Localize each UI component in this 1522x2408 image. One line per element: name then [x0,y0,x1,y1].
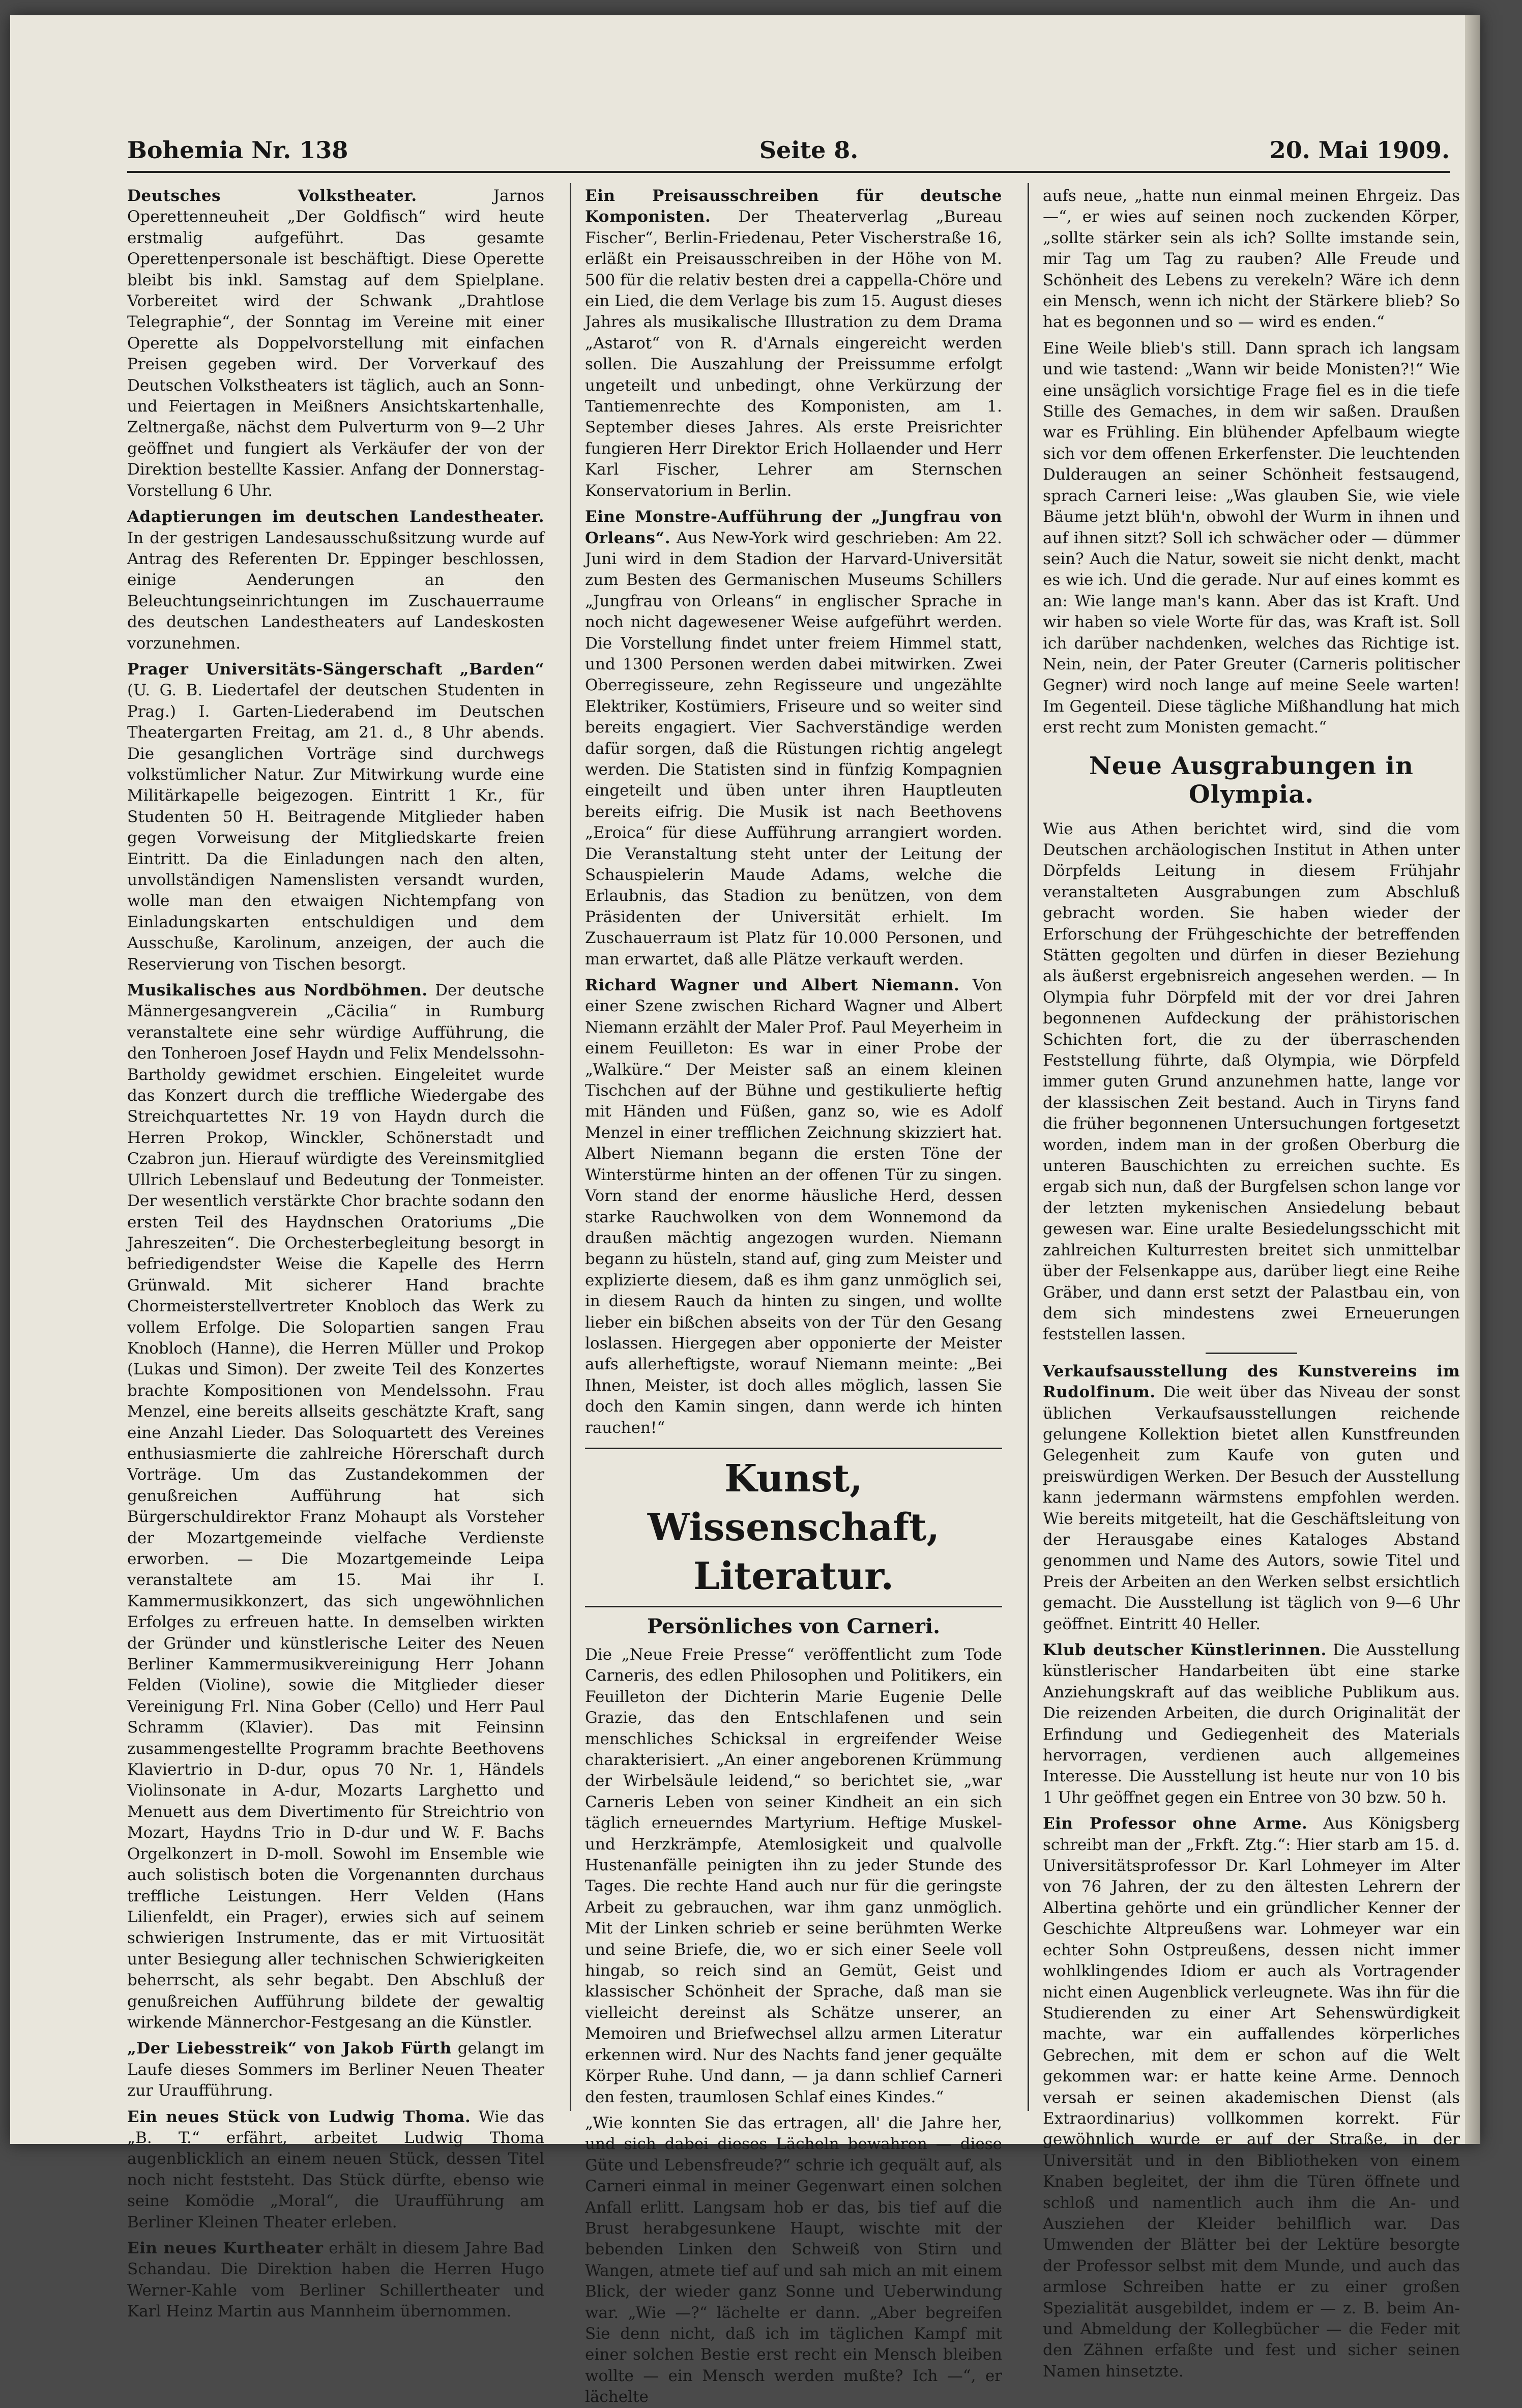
column-rule [1028,183,1029,2111]
article-text: Jarnos Operettenneuheit „Der Goldfisch“ wird heute erstmalig aufgeführt. Das gesamte Operettenpersonale ist beschäftigt. Diese Operette bleibt bis inkl. Samstag auf dem Spielplane. Vorbereitet wird der Schwank „Drahtlose Telegraphie“, der Sonntag im Vereine mit einer Operette als Doppelvorstellung mit einfachen Preisen gegeben wird. Der Vorverkauf des Deutschen Volkstheaters ist täglich, auch an Sonn- und Feiertagen in Meißners Ansichtskartenhalle, Zeltnergaße, nächst dem Pulverturm von 9—2 Uhr geöffnet und fungiert als Verkäufer der von der Direktion bestellte Kassier. Anfang der Donnerstag-Vorstellung 6 Uhr. [127,187,544,500]
article-title: Ein Professor ohne Arme. [1043,1814,1308,1833]
page-header [127,117,1450,173]
carneri-paragraph: Die „Neue Freie Presse“ veröffentlicht zum Tode Carneris, des edlen Philosophen und Politikers, ein Feuilleton der Dichterin Marie Eugenie Delle Grazie, das den Entschlafenen und sein menschliches Schicksal in ergreifender Weise charakterisiert. „An einer angeborenen Krümmung der Wirbelsäule leidend,“ so berichtet sie, „war Carneris Leben von seiner Kindheit an ein sich täglich erneuerndes Martyrium. Heftige Muskel- und Herzkrämpfe, Atemlosigkeit und qualvolle Hustenanfälle peinigten ihn zu jeder Stunde des Tages. Die rechte Hand auch nur für die geringste Arbeit zu gebrauchen, war ihm ganz unmöglich. Mit der Linken schrieb er seine berühmten Werke und seine Briefe, die, wo er sich einer Seele voll hingab, so reich sind an Gemüt, Geist und klassischer Schönheit der Sprache, daß man sie vielleicht dereinst als Schätze unserer, an Memoiren und Briefwechsel allzu armen Literatur erkennen wird. Nur des Nachts fand jener gequälte Körper Ruhe. Und dann, — ja dann schlief Carneri den festen, traumlosen Schlaf eines Kindes.“ [585,1645,1002,2106]
carneri-title: Persönliches von Carneri. [647,1614,940,1638]
article-title: „Der Liebesstreik“ von Jakob Fürth [127,2039,452,2058]
article-preisausschreiben [585,186,1002,502]
article-title: Prager Universitäts-Sängerschaft „Barden“ [127,660,544,679]
carneri-continuation: aufs neue, „hatte nun einmal meinen Ehrgeiz. Das —“, er wies auf seinen noch zuckenden Körper, „sollte stärker sein als ich? Sollte imstande sein, mir Tag um Tag zu rauben? Alle Freude und Schönheit des Lebens zu verekeln? Wäre ich denn ein Mensch, wenn ich nicht der Stärkere blieb? So hat es begonnen und so — wird es enden.“ [1043,187,1460,332]
article-text: Die weit über das Niveau der sonst üblichen Verkaufsausstellungen reichende gelungene Kollektion bietet allen Kunstfreunden Gelegenheit zum Kaufe von guten und preiswürdigen Werken. Der Besuch der Ausstellung kann jedermann wärmstens empfohlen werden. Wie bereits mitgeteilt, hat die Geschäftsleitung von der Herausgabe eines Kataloges Abstand genommen und Name des Autors, sowie Titel und Preis der Arbeiten an den Werken selbst ersichtlich gemacht. Die Ausstellung ist täglich von 9—6 Uhr geöffnet. Eintritt 40 Heller. [1043,1383,1460,1633]
article-jungfrau [585,507,1002,970]
header-issue: Bohemia Nr. 138 [127,136,348,164]
newspaper-sheet [127,117,1460,2406]
article-text: Wie das „B. T.“ erfährt, arbeitet Ludwig Thoma augenblicklich an einem neuen Stück, dessen Titel noch nicht feststeht. Das Stück dürfte, ebenso wie seine Komödie „Moral“, die Uraufführung am Berliner Kleinen Theater erleben. [127,2107,544,2231]
article-title: Deutsches Volkstheater. [127,187,417,205]
header-date: 20. Mai 1909. [1269,136,1450,164]
column-1 [127,186,544,2321]
article-thoma [127,2107,544,2233]
section-heading: Kunst, Wissenschaft, Literatur. [585,1448,1002,1607]
article-text: In der gestrigen Landesausschußsitzung wurde auf Antrag des Referenten Dr. Eppinger beschlossen, einige Aenderungen an den Beleuchtungseinrichtungen im Zuschauerraume des deutschen Landestheaters auf Landeskosten vorzunehmen. [127,528,544,653]
article-title: Richard Wagner und Albert Niemann. [585,976,960,995]
article-title: Musikalisches aus Nordböhmen. [127,981,428,1000]
article-title: Ein Preisausschreiben für deutsche Komponisten. [585,187,1002,226]
article-title: Verkaufsausstellung des Kunstvereins im Rudolfinum. [1043,1362,1460,1402]
column-rule [570,183,571,2111]
article-text: Die Ausstellung künstlerischer Handarbeiten übt eine starke Anziehungskraft auf das weibliche Publikum aus. Die reizenden Arbeiten, die durch Originalität der Erfindung und Gediegenheit des Materials hervorragen, verdienen auch allgemeines Interesse. Die Ausstellung ist heute nur von 10 bis 1 Uhr geöffnet gegen ein Entree von 30 bzw. 50 h. [1043,1641,1460,1807]
article-kurtheater [127,2238,544,2323]
article-text: (U. G. B. Liedertafel der deutschen Studenten in Prag.) I. Garten-Liederabend im Deutschen Theatergarten Freitag, am 21. d., 8 Uhr abends. Die gesanglichen Vorträge sind durchwegs volkstümlicher Natur. Zur Mitwirkung wurde eine Militärkapelle beigezogen. Eintritt 1 Kr., für Studenten 50 H. Beitragende Mitglieder haben gegen Vorweisung der Mitgliedskarte freien Eintritt. Da die Einladungen nach den alten, unvollständigen Namenslisten versandt wurden, wolle man den etwaigen Nichtempfang von Einladungskarten entschuldigen und dem Ausschuße, Karolinum, anzeigen, der auch die Reservierung von Tischen besorgt. [127,681,544,974]
article-title: Ein neues Stück von Ludwig Thoma. [127,2107,471,2126]
article-barden [127,659,544,975]
article-text: Der Theaterverlag „Bureau Fischer“, Berlin-Friedenau, Peter Vischerstraße 16, erläßt ein Preisausschreiben in der Höhe von M. 500 für die relativ besten drei a cappella-Chöre und ein Lied, die dem Verlage bis zum 15. August dieses Jahres als musikalische Illustration zu dem Drama „Astarot“ von R. d'Arnals eingereicht werden sollen. Die Auszahlung der Preissumme erfolgt ungeteilt und unbedingt, ohne Verkürzung der Tantiemenrechte des Komponisten, am 1. September dieses Jahres. Als erste Preisrichter fungieren Herr Direktor Erich Hollaender und Herr Karl Fischer, Lehrer am Sternschen Konservatorium in Berlin. [585,208,1002,500]
article-text: gelangt im Laufe dieses Sommers im Berliner Neuen Theater zur Uraufführung. [127,2039,544,2100]
article-liebesstreik [127,2038,544,2101]
article-text: Aus New-York wird geschrieben: Am 22. Juni wird in dem Stadion der Harvard-Universität zum Besten des Germanischen Museums Schillers „Jungfrau von Orleans“ in englischer Sprache in noch nicht dagewesener Weise aufgeführt werden. Die Vorstellung findet unter freiem Himmel statt, und 1300 Personen werden dabei mitwirken. Zwei Oberregisseure, zehn Regisseure und ungezählte Elektriker, Kostümiers, Friseure und so weiter sind bereits engagiert. Vier Sachverständige werden dafür sorgen, daß die Rüstungen richtig angelegt werden. Die Statisten sind in fünfzig Kompagnien eingeteilt und üben unter ihren Hauptleuten bereits eifrig. Die Musik ist nach Beethovens „Eroica“ für diese Aufführung arrangiert worden. Die Veranstaltung steht unter der Leitung der Schauspielerin Maude Adams, welche die Erlaubnis, das Stadion zu benützen, von dem Präsidenten der Universität erhielt. Im Zuschauerraum ist Platz für 10.000 Personen, und man erwartet, daß alle Plätze verkauft werden. [585,528,1002,968]
article-title: Klub deutscher Künstlerinnen. [1043,1641,1327,1659]
column-3 [1043,186,1460,2381]
article-text: erhält in diesem Jahre Bad Schandau. Die Direktion haben die Herren Hugo Werner-Kahle vom Berliner Schillertheater und Karl Heinz Martin aus Mannheim übernommen. [127,2239,544,2321]
scanned-page [10,15,1480,2406]
article-text: Aus Königsberg schreibt man der „Frkft. Ztg.“: Hier starb am 15. d. Universitätsprofessor Dr. Karl Lohmeyer im Alter von 76 Jahren, der zu den ältesten Lehrern der Albertina gehörte und ein gründlicher Kenner der Geschichte Altpreußens war. Lohmeyer war ein echter Sohn Ostpreußens, dessen nicht immer wohlklingendes Idiom er auch als Vortragender nicht einen Augenblick verleugnete. Was ihn für die Studierenden zu einer Art Sehenswürdigkeit machte, war ein auffallendes körperliches Gebrechen, mit dem er schon auf die Welt gekommen war: er hatte keine Arme. Dennoch versah er seinen akademischen Dienst (als Extraordinarius) vollkommen korrekt. Für gewöhnlich wurde er auf der Straße, in der Universität und in den Bibliotheken von einem Knaben begleitet, der ihm die Türen öffnete und schloß und namentlich auch ihm die An- und Ausziehen der Kleider behilflich war. Das Umwenden der Blätter bei der Lektüre besorgte der Professor selbst mit dem Munde, und auch das armlose Schreiben hatte er zu einer großen Spezialität ausgebildet, indem er — z. B. beim An- und Abmeldung der Kollegbücher — die Feder mit den Zähnen erfaßte und fest und sicher seinen Namen hinsetzte. [1043,1814,1460,2381]
article-title: Ein neues Kurtheater [127,2239,324,2257]
page-edge [1465,15,1480,2144]
article-title: Adaptierungen im deutschen Landestheater. [127,508,544,526]
article-professor [1043,1813,1460,2382]
carneri-paragraph: „Wie konnten Sie das ertragen, all' die Jahre her, und sich dabei dieses Lächeln bewahren — diese Güte und Lebensfreude?“ schrie ich gequält auf, als Carneri einmal in meiner Gegenwart einen solchen Anfall erlitt. Langsam hob er das, bis tief auf die Brust herabgesunkene Haupt, wischte mit der bebenden Linken den Schweiß von Stirn und Wangen, atmete tief auf und sah mich an mit einem Blick, der wieder ganz Sonne und Ueberwindung war. „Wie —?“ lächelte er dann. „Aber begreifen Sie denn nicht, daß ich im täglichen Kampf mit einer solchen Bestie erst recht ein Mensch bleiben wollte — ein Mensch werden mußte? Ich —“, er lächelte [585,2113,1002,2406]
article-kuenstlerinnen [1043,1640,1460,1808]
olympia-title: Neue Ausgrabungen in Olympia. [1089,751,1414,809]
column-2 [585,186,1003,2406]
carneri-continuation: Eine Weile blieb's still. Dann sprach ich langsam und wie tastend: „Wann wir beide Monisten?!“ Wie eine unsäglich vorsichtige Frage fiel es in die tiefe Stille des Gemaches, in dem wir saßen. Draußen war es Frühling. Ein blühender Apfelbaum wiegte sich vor dem offenen Erkerfenster. Die leuchtenden Dulderaugen an seiner Schönheit festsaugend, sprach Carneri leise: „Was glauben Sie, wie viele Bäume jetzt blüh'n, obwohl der Wurm in ihnen und auf ihnen sitzt? Soll ich schwächer oder — dümmer sein? Auch die Natur, soweit sie nicht denkt, macht es wie ich. Und die gerade. Nur auf eines kommt es an: Wie lange man's kann. Aber das ist Kraft. Und wir haben so viele Worte für das, was Kraft ist. Soll ich darüber nachdenken, welches das Richtige ist. Nein, nein, der Pater Greuter (Carneris politischer Gegner) wird noch lange auf meine Seele warten! Im Gegenteil. Diese tägliche Mißhandlung hat mich erst recht zum Monisten gemacht.“ [1043,339,1460,737]
article-title: Eine Monstre-Aufführung der „Jungfrau von Orleans“. [585,508,1002,547]
header-page: Seite 8. [759,136,859,164]
article-nordboehmen [127,980,544,2033]
article-wagner-niemann [585,975,1002,1438]
article-text: Der deutsche Männergesangverein „Cäcilia“ in Rumburg veranstaltete eine sehr würdige Aufführung, die den Tonheroen Josef Haydn und Felix Mendelssohn-Bartholdy gewidmet erschien. Eingeleitet wurde das Konzert durch die treffliche Wiedergabe des Streichquartettes Nr. 19 von Haydn durch die Herren Prokop, Winckler, Schönerstadt und Czabron jun. Hierauf würdigte des Vereinsmitglied Ullrich Lebenslauf und Bedeutung der Tonmeister. Der wesentlich verstärkte Chor brachte sodann den ersten Teil des Haydnschen Oratoriums „Die Jahreszeiten“. Die Orchesterbegleitung besorgt in befriedigendster Weise die Kapelle des Herrn Grünwald. Mit sicherer Hand brachte Chormeisterstellvertreter Knobloch das Werk zu vollem Erfolge. Die Solopartien sangen Frau Knobloch (Hanne), die Herren Müller und Prokop (Lukas und Simon). Der zweite Teil des Konzertes brachte Kompositionen von Mendelssohn. Frau Menzel, eine bereits allseits geschätzte Kraft, sang eine Anzahl Lieder. Das Soloquartett des Vereines enthusiasmierte die zahlreiche Hörerschaft durch Vorträge. Um das Zustandekommen der genußreichen Aufführung hat sich Bürgerschuldirektor Franz Mohaupt als Vorsteher der Mozartgemeinde vielfache Verdienste erworben. — Die Mozartgemeinde Leipa veranstaltete am 15. Mai ihr I. Kammermusikkonzert, das sich ungewöhnlichen Erfolges zu erfreuen hatte. In demselben wirkten der Gründer und künstlerische Leiter des Neuen Berliner Kammermusikvereinigung Herr Johann Felden (Violine), sowie die Mitglieder dieser Vereinigung Frl. Nina Gober (Cello) und Herr Paul Schramm (Klavier). Das mit Feinsinn zusammengestellte Programm brachte Beethovens Klaviertrio in D-dur, opus 70 Nr. 1, Händels Violinsonate in A-dur, Mozarts Larghetto und Menuett aus dem Divertimento für Streichtrio von Mozart, Haydns Trio in D-dur und W. F. Bachs Orgelkonzert in D-moll. Sowohl im Ensemble wie auch solistisch boten die Vorgenannten durchaus treffliche Leistungen. Herr Velden (Hans Lilienfeldt, ein Prager), erwies sich auf seinem schwierigen Instrumente, das er mit Virtuosität unter Besiegung aller technischen Schwierigkeiten beherrscht, als sehr begabt. Den Abschluß der genußreichen Aufführung bildete der gewaltig wirkende Männerchor-Festgesang an die Künstler. [127,981,544,2032]
article-landestheater [127,507,544,654]
divider [1206,1353,1297,1354]
article-text: Von einer Szene zwischen Richard Wagner und Albert Niemann erzählt der Maler Prof. Paul Meyerheim in einem Feuilleton: Es war in einer Probe der „Walküre.“ Der Meister saß an einem kleinen Tischchen auf der Bühne und gestikulierte heftig mit Händen und Füßen, ganz so, wie es Adolf Menzel in einer trefflichen Zeichnung skizziert hat. Albert Niemann begann die ersten Töne der Winterstürme hinten an der offenen Tür zu singen. Vorn stand der enorme häusliche Herd, dessen starke Rauchwolken von dem Wonnemond da draußen mächtig angezogen wurden. Niemann begann zu hüsteln, stand auf, ging zum Meister und explizierte diesem, daß es ihm ganz unmöglich sei, in diesem Rauch da hinten zu singen, und wollte lieber ein bißchen abseits von der Tür den Gesang loslassen. Hiergegen aber opponierte der Meister aufs allerheftigste, worauf Niemann meinte: „Bei Ihnen, Meister, ist doch alles möglich, lassen Sie doch den Kamin singen, dann werde ich hinten rauchen!“ [585,976,1003,1437]
article-kunstverein [1043,1361,1460,1635]
article-volkstheater [127,186,544,502]
olympia-text: Wie aus Athen berichtet wird, sind die vom Deutschen archäologischen Institut in Athen unter Dörpfelds Leitung in diesem Frühjahr veranstalteten Ausgrabungen zum Abschluß gebracht worden. Sie haben wieder der Erforschung der Frühgeschichte der betreffenden Stätten gegolten und dürfen in dieser Beziehung als äußerst ergebnisreich angesehen werden. — In Olympia fuhr Dörpfeld mit der vor drei Jahren begonnenen Aufdeckung der prähistorischen Schichten fort, die zu der überraschenden Feststellung führte, daß Olympia, wie Dörpfeld immer guten Grund anzunehmen hatte, lange vor der klassischen Zeit bestand. Auch in Tiryns fand die früher begonnenen Untersuchungen fortgesetzt worden, indem man in der großen Oberburg die unteren Bauschichten zu erreichen suchte. Es ergab sich nun, daß der Burgfelsen schon lange vor der letzten mykenischen Ansiedelung bebaut gewesen war. Eine uralte Besiedelungsschicht mit zahlreichen Kulturresten breitet sich unmittelbar über der Felsenkappe aus, darüber liegt eine Reihe Gräber, und dann erst setzt der Palastbau ein, von dem sich mindestens zwei Erneuerungen feststellen lassen. [1043,819,1460,1344]
